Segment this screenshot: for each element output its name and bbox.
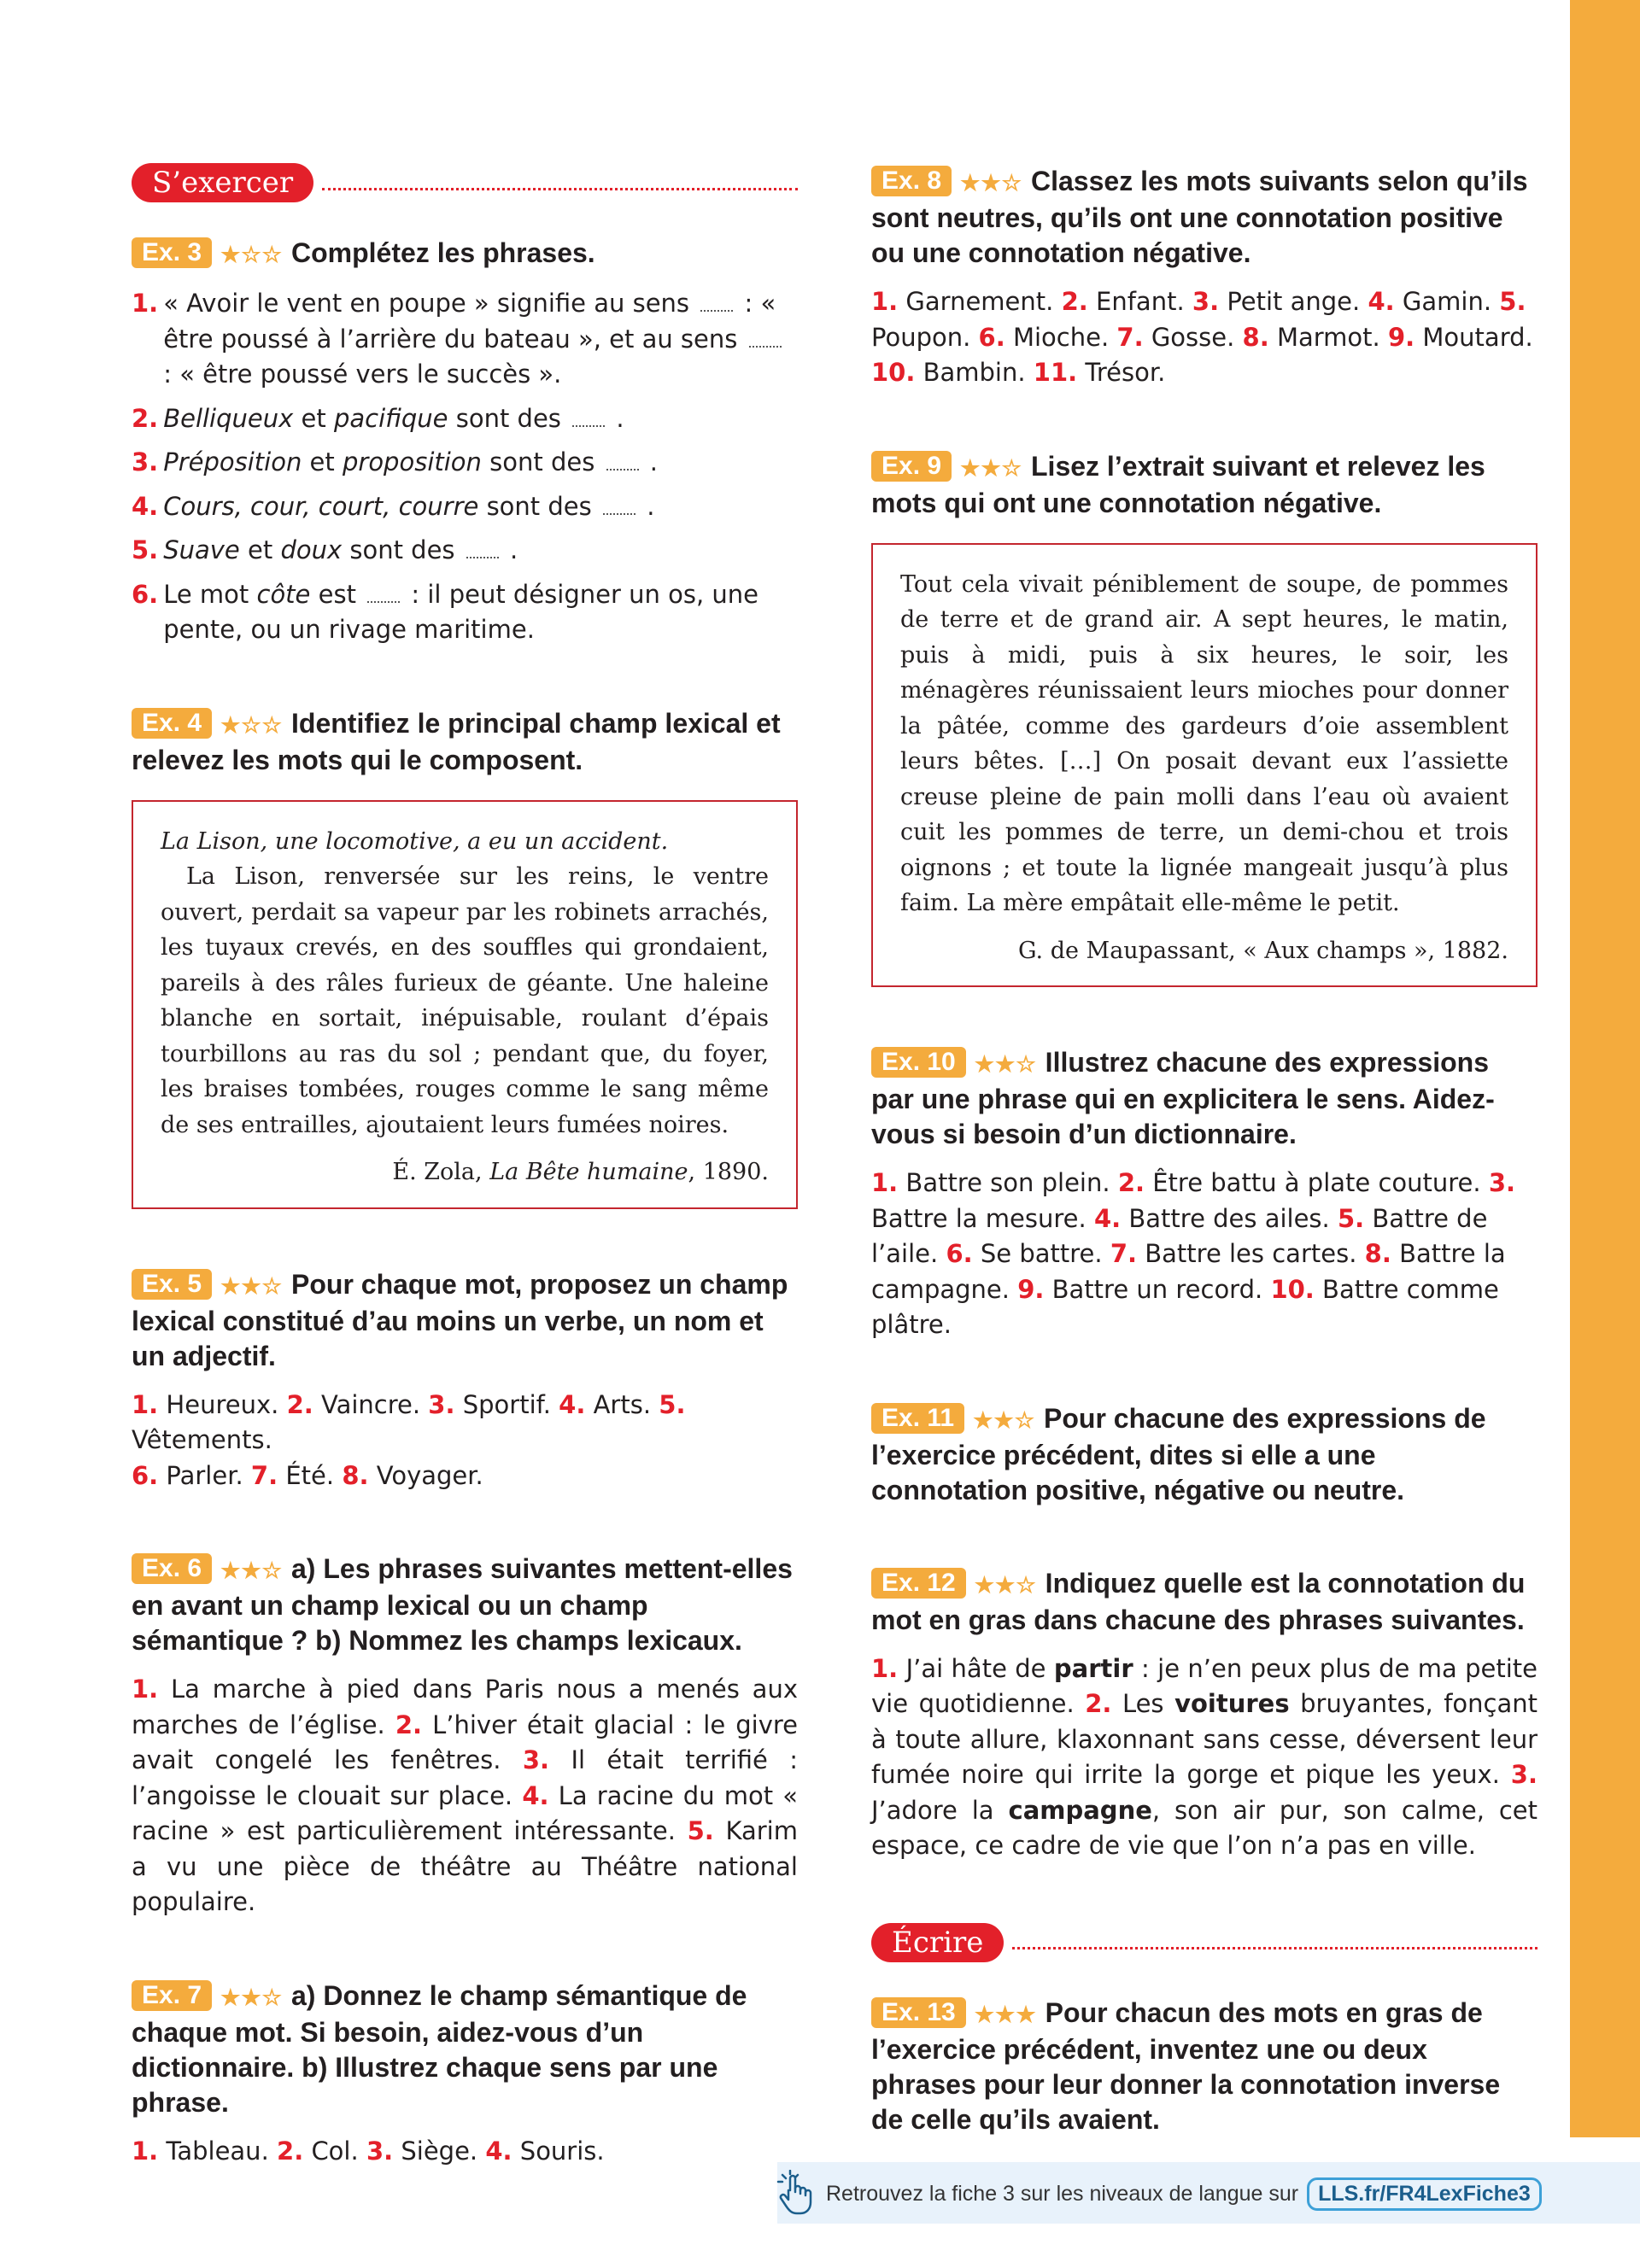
section-header-ecrire	[871, 1922, 1538, 1963]
exercise-9	[871, 449, 1538, 988]
exercise-12-title	[871, 1566, 1538, 1638]
blank-line	[466, 538, 499, 558]
left-column	[132, 162, 798, 2227]
difficulty-stars-icon: ★★☆	[220, 1272, 283, 1299]
list-item	[132, 533, 798, 569]
exercise-instruction: Pour chacune des expressions de l’exercice précédent, dites si elle a une connotation positive, négative ou neutre.	[871, 1402, 1486, 1505]
exercise-6	[132, 1552, 798, 1920]
section-title-exercer: S’exercer	[132, 163, 313, 202]
item-text: Suave et doux sont des .	[163, 535, 518, 564]
excerpt-text: La Lison, renversée sur les reins, le ventre ouvert, perdait sa vapeur par les robinets arrachés, les tuyaux crevés, en des souffles qui grondaient, pareils à des râles furieux de géante. Une haleine blanche en sortait, inépuisable, roulant d’épais tourbillons au ras du sol ; pendant que, du foyer, les braises tombées, rouges comme le sang même de ses entrailles, ajoutaient leurs fumées noires.	[161, 863, 769, 1138]
blank-line	[606, 450, 639, 471]
exercise-instruction: Pour chaque mot, proposez un champ lexical constitué d’au moins un verbe, un nom et un adjectif.	[132, 1268, 788, 1371]
exercise-10-items: 1. Battre son plein. 2. Être battu à plate couture. 3. Battre la mesure. 4. Battre des ailes. 5. Battre de l’aile. 6. Se battre. 7. Battre les cartes. 8. Battre la campagne. 9. Battre un record. 10. Battre comme plâtre.	[871, 1168, 1516, 1339]
exercise-8-items: 1. Garnement. 2. Enfant. 3. Petit ange. 4. Gamin. 5. Poupon. 6. Mioche. 7. Gosse. 8. Marmot. 9. Moutard. 10. Bambin. 11. Trésor.	[871, 287, 1533, 387]
excerpt-box	[132, 800, 798, 1209]
exercise-3	[132, 236, 798, 648]
exercise-13-title	[871, 1996, 1538, 2137]
difficulty-stars-icon: ★★☆	[960, 170, 1022, 196]
footer	[771, 2170, 1542, 2218]
item-number: 6.	[132, 579, 159, 609]
item-number: 5.	[132, 535, 159, 564]
exercise-tag: Ex. 13	[871, 1997, 966, 2028]
exercise-8-title	[871, 164, 1538, 271]
exercise-6-items: 1. La marche à pied dans Paris nous a menés aux marches de l’église. 2. L’hiver était glacial : le givre avait congelé les fenêtres. 3. Il était terrifié : l’angoisse le clouait sur place. 4. La racine du mot « racine » est particulièrement intéressante. 5. Karim a vu une pièce de théâtre au Théâtre national populaire.	[132, 1675, 799, 1916]
exercise-instruction: Identifiez le principal champ lexical et relevez les mots qui le composent.	[132, 707, 781, 775]
exercise-9-title	[871, 449, 1538, 521]
dotted-rule	[322, 188, 798, 190]
exercise-10	[871, 1045, 1538, 1343]
item-text: Le mot côte est : il peut désigner un os, une pente, ou un rivage maritime.	[163, 579, 758, 644]
exercise-4-title	[132, 706, 798, 778]
blank-line	[367, 582, 400, 603]
item-number: 4.	[132, 491, 159, 521]
exercise-10-title	[871, 1045, 1538, 1152]
exercise-6-title	[132, 1552, 798, 1658]
blank-line	[603, 494, 636, 515]
section-header-exercer	[132, 162, 798, 203]
exercise-instruction: a) Les phrases suivantes mettent-elles en avant un champ lexical ou un champ sémantique ? b) Nommez les champs lexicaux.	[132, 1553, 793, 1656]
dotted-rule	[1012, 1947, 1538, 1949]
excerpt-source: G. de Maupassant, « Aux champs », 1882.	[1017, 937, 1508, 964]
difficulty-stars-icon: ★☆☆	[220, 242, 283, 267]
footer-link[interactable]: LLS.fr/FR4LexFiche3	[1307, 2177, 1542, 2211]
exercise-tag: Ex. 4	[132, 708, 212, 739]
exercise-3-items	[132, 286, 798, 648]
item-text: Cours, cour, court, courre sont des .	[163, 491, 655, 521]
exercise-4	[132, 706, 798, 1209]
right-column	[871, 164, 1538, 2195]
exercise-instruction: Complétez les phrases.	[291, 237, 595, 268]
exercise-instruction: Pour chacun des mots en gras de l’exercice précédent, inventez une ou deux phrases pour leur donner la connotation inverse de celle qu’ils avaient.	[871, 1996, 1501, 2135]
exercise-7	[132, 1979, 798, 2170]
exercise-7-items: 1. Tableau. 2. Col. 3. Siège. 4. Souris.	[132, 2136, 605, 2166]
exercise-instruction: Classez les mots suivants selon qu’ils sont neutres, qu’ils ont une connotation positive ou une connotation négative.	[871, 166, 1528, 268]
list-item	[132, 445, 798, 481]
exercise-5-items: 1. Heureux. 2. Vaincre. 3. Sportif. 4. Arts. 5. Vêtements. 6. Parler. 7. Été. 8. Voyager.	[132, 1389, 686, 1490]
list-item	[132, 286, 798, 393]
exercise-tag: Ex. 10	[871, 1047, 966, 1078]
exercise-instruction: a) Donnez le champ sémantique de chaque mot. Si besoin, aidez-vous d’un dictionnaire. b) Illustrez chaque sens par une phrase.	[132, 1979, 747, 2118]
exercise-7-title	[132, 1979, 798, 2120]
exercise-tag: Ex. 7	[132, 1980, 212, 2011]
item-text: Préposition et proposition sont des .	[163, 447, 658, 476]
exercise-instruction: Lisez l’extrait suivant et relevez les mots qui ont une connotation négative.	[871, 450, 1485, 518]
exercise-13	[871, 1996, 1538, 2137]
difficulty-stars-icon: ★★☆	[974, 1571, 1037, 1598]
exercise-tag: Ex. 8	[871, 166, 952, 196]
difficulty-stars-icon: ★★★	[974, 2001, 1037, 2027]
exercise-8	[871, 164, 1538, 391]
orange-side-band	[1570, 0, 1640, 2137]
blank-line	[572, 406, 605, 427]
excerpt-intro: La Lison, une locomotive, a eu un accident.	[161, 827, 669, 855]
excerpt-source: É. Zola, La Bête humaine, 1890.	[392, 1159, 769, 1185]
list-item	[132, 489, 798, 525]
exercise-11	[871, 1401, 1538, 1508]
exercise-3-title	[132, 236, 798, 272]
section-title-ecrire: Écrire	[871, 1923, 1004, 1962]
exercise-tag: Ex. 6	[132, 1553, 212, 1584]
exercise-instruction: Illustrez chacune des expressions par une phrase qui en explicitera le sens. Aidez-vous si besoin d’un dictionnaire.	[871, 1047, 1495, 1149]
difficulty-stars-icon: ★★☆	[220, 1984, 283, 2010]
difficulty-stars-icon: ★★☆	[973, 1406, 1036, 1433]
item-number: 1.	[132, 289, 159, 318]
item-number: 3.	[132, 447, 159, 476]
item-text: « Avoir le vent en poupe » signifie au sens : « être poussé à l’arrière du bateau », et au sens : « être poussé vers le succès ».	[163, 286, 798, 393]
item-text: Belliqueux et pacifique sont des .	[163, 403, 624, 433]
exercise-tag: Ex. 11	[871, 1403, 964, 1434]
excerpt-text: Tout cela vivait péniblement de soupe, de pommes de terre et de grand air. A sept heures, le matin, puis à midi, puis à six heures, le soir, les ménagères réunissaient leurs mioches pour donner la pâtée, comme des gardeurs d’oie assemblent leurs bêtes. […] On posait devant eux l’assiette creuse pleine de pain molli dans l’eau où avaient cuit les pommes de terre, un demi-chou et trois oignons ; et toute la lignée mangeait jusqu’à plus faim. La mère empâtait elle-même le petit.	[900, 570, 1508, 916]
exercise-12-items: 1. J’ai hâte de partir : je n’en peux plus de ma petite vie quotidienne. 2. Les voitures bruyantes, fonçant à toute allure, klaxonnant sans cesse, déversent leur fumée noire qui irrite la gorge et pique les yeux. 3. J’adore la campagne, son air pur, son calme, cet espace, ce cadre de vie que l’on n’a pas en ville.	[871, 1653, 1538, 1860]
difficulty-stars-icon: ★★☆	[960, 454, 1022, 481]
exercise-instruction: Indiquez quelle est la connotation du mot en gras dans chacune des phrases suivantes.	[871, 1567, 1526, 1635]
exercise-tag: Ex. 9	[871, 451, 952, 482]
list-item	[132, 401, 798, 437]
hand-pointer-icon	[771, 2170, 819, 2218]
difficulty-stars-icon: ★★☆	[974, 1051, 1037, 1077]
exercise-5-title	[132, 1267, 798, 1374]
exercise-11-title	[871, 1401, 1538, 1508]
excerpt-box	[871, 543, 1538, 988]
blank-line	[749, 327, 782, 348]
difficulty-stars-icon: ★☆☆	[220, 711, 283, 738]
exercise-12	[871, 1566, 1538, 1864]
difficulty-stars-icon: ★★☆	[220, 1558, 283, 1583]
item-number: 2.	[132, 403, 159, 433]
exercise-tag: Ex. 3	[132, 237, 212, 268]
blank-line	[700, 291, 733, 312]
list-item	[132, 577, 798, 648]
exercise-5	[132, 1267, 798, 1494]
footer-text: Retrouvez la fiche 3 sur les niveaux de langue sur	[826, 2181, 1299, 2206]
exercise-tag: Ex. 5	[132, 1269, 212, 1300]
exercise-tag: Ex. 12	[871, 1568, 966, 1599]
